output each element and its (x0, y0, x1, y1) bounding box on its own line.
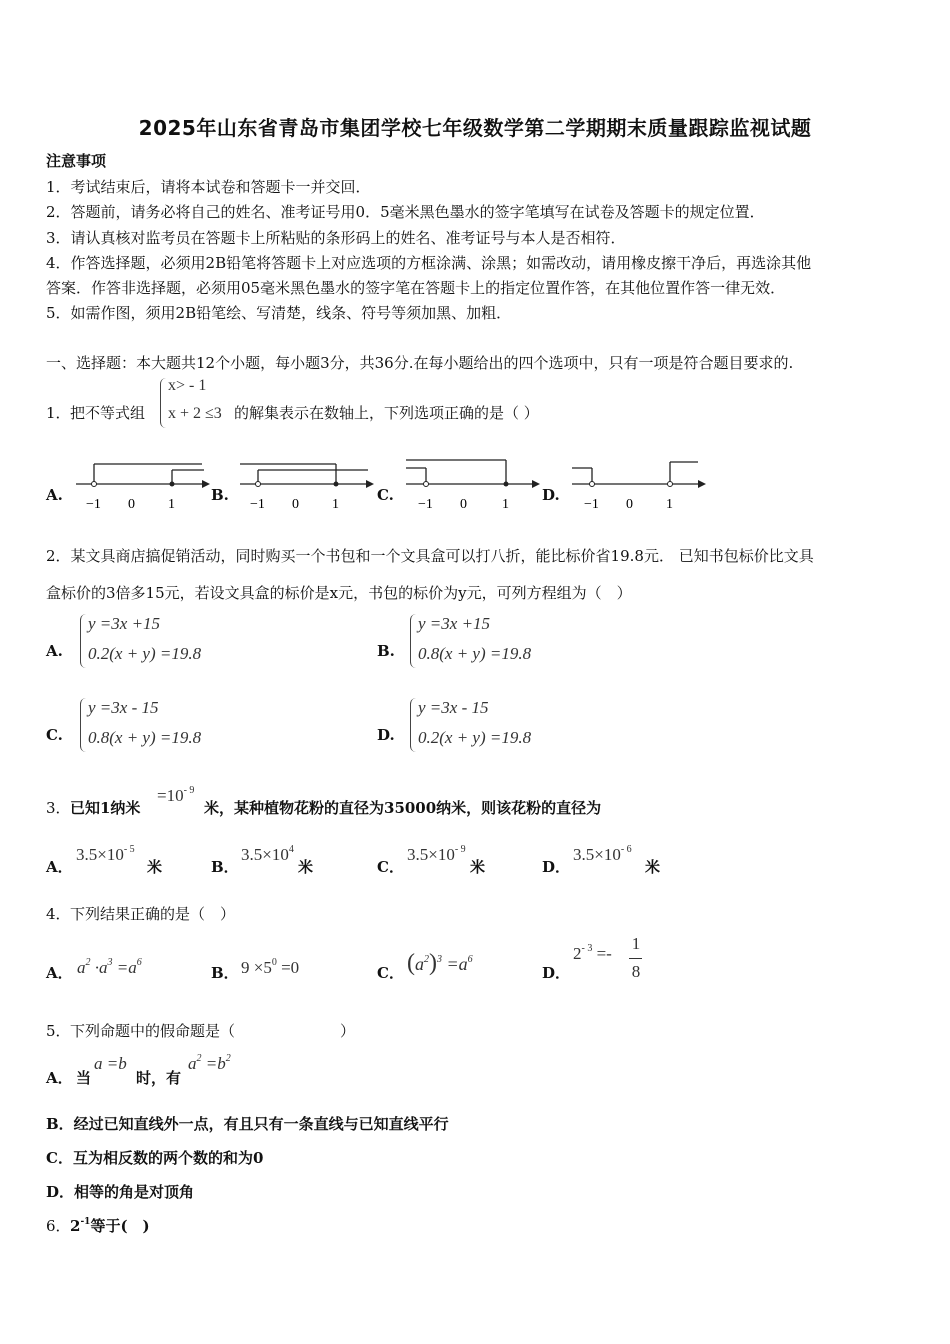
q3-option-a-label: A． (46, 858, 73, 876)
q3-option-d-unit: 米 (645, 858, 661, 876)
q3-option-a-unit: 米 (147, 858, 163, 876)
q1-text-pre: 把不等式组 (70, 404, 146, 422)
q5-option-c: C．互为相反数的两个数的和为0 (46, 1149, 264, 1167)
q2-b-brace (410, 614, 417, 668)
notice-item-4: 4．作答选择题，必须用2B铅笔将答题卡上对应选项的方框涂满、涂黑；如需改动，请用橡皮擦干净后，再选涂其他 (46, 254, 812, 272)
q2-a-eq-1: y =3x +15 (88, 614, 161, 633)
q5-option-a-condition: a =b (94, 1054, 127, 1073)
q1-text-post: 的解集表示在数轴上，下列选项正确的是（ ） (234, 404, 539, 422)
axis-arrow (698, 480, 706, 488)
q2-option-c-label: C. (46, 726, 63, 744)
q4-option-c-label: C． (377, 964, 404, 982)
q1-ineq-1: x> - 1 (168, 377, 207, 394)
tick-label: 1 (168, 497, 175, 512)
q2-c-eq-1: y =3x - 15 (88, 698, 159, 717)
tick-label: 1 (332, 497, 339, 512)
page-title: 2025年山东省青岛市集团学校七年级数学第二学期期末质量跟踪监视试题 (138, 116, 812, 140)
tick-label: 0 (626, 497, 633, 512)
q3-nano-eq: $=10^{- 9}$ (157, 785, 195, 805)
q3-number: 3． (46, 799, 71, 817)
q4-text: 下列结果正确的是（ ） (70, 905, 236, 923)
q2-a-eq-2: 0.2(x + y) =19.8 (88, 644, 202, 663)
notice-item-1: 1．考试结束后，请将本试卷和答题卡一并交回． (46, 178, 371, 196)
q2-option-a-label: A. (46, 642, 63, 660)
point-solid (170, 482, 175, 487)
point-open (92, 482, 97, 487)
tick-label: −1 (418, 497, 433, 512)
q1-option-c-label: C. (377, 486, 394, 504)
q2-d-eq-1: y =3x - 15 (418, 698, 489, 717)
axis-arrow (532, 480, 540, 488)
point-open (590, 482, 595, 487)
q4-option-d-numerator: 1 (631, 934, 641, 953)
q2-a-brace (80, 614, 87, 668)
q6-number: 6． (46, 1217, 71, 1235)
q2-c-eq-2: 0.8(x + y) =19.8 (88, 728, 202, 747)
q3-option-c-label: C． (377, 858, 404, 876)
point-open (424, 482, 429, 487)
tick-label: 1 (666, 497, 673, 512)
q6-expression: $2^{-1}$等于( ) (70, 1217, 150, 1235)
q5-option-a-mid: 时，有 (136, 1069, 182, 1087)
q4-option-a-expr: $a^2 \cdot a^3 =a^6$ (77, 957, 142, 977)
q3-option-b-label: B． (211, 858, 239, 876)
q3-option-d-value: $3.5\times 10^{- 6}$ (573, 844, 632, 864)
notice-item-2: 2．答题前，请务必将自己的姓名、准考证号用0．5毫米黑色墨水的签字笔填写在试卷及答题卡的规定位置． (46, 203, 765, 221)
notice-item-5: 5．如需作图，须用2B铅笔绘、写清楚，线条、符号等须加黑、加粗． (46, 304, 512, 322)
q3-option-b-unit: 米 (298, 858, 314, 876)
q3-option-a-value: $3.5\times 10^{- 5}$ (76, 844, 135, 864)
q5-option-a-pre: 当 (76, 1069, 92, 1087)
tick-label: 0 (128, 497, 135, 512)
section-heading: 一、选择题：本大题共12个小题，每小题3分，共36分.在每小题给出的四个选项中，只有一项是符合题目要求的. (46, 354, 794, 372)
q3-text-post: 米，某种植物花粉的直径为35000纳米，则该花粉的直径为 (204, 799, 602, 817)
q2-option-d-label: D. (377, 726, 395, 744)
q1-option-a-label: A. (46, 486, 63, 504)
q5-option-a-result: $a^2 =b^2$ (188, 1053, 231, 1073)
q4-option-d-expr: $2^{- 3}$ =- (573, 943, 612, 963)
tick-label: 0 (460, 497, 467, 512)
q1-option-b-label: B. (211, 486, 229, 504)
point-solid (334, 482, 339, 487)
q3-option-d-label: D． (542, 858, 571, 876)
q2-text-line-1: 2．某文具商店搞促销活动，同时购买一个书包和一个文具盒可以打八折，能比标价省19.8元． 已知书包标价比文具 (46, 547, 814, 565)
q2-text-line-2: 盒标价的3倍多15元，若设文具盒的标价是x元，书包的标价为y元，可列方程组为（ ） (46, 584, 632, 602)
q2-b-eq-2: 0.8(x + y) =19.8 (418, 644, 532, 663)
q1-option-d-label: D. (542, 486, 560, 504)
q4-number: 4． (46, 905, 71, 923)
q5-option-b: B．经过已知直线外一点，有且只有一条直线与已知直线平行 (46, 1115, 449, 1133)
q4-option-d-label: D． (542, 964, 571, 982)
q5-text: 下列命题中的假命题是（ ） (70, 1022, 356, 1040)
axis-arrow (202, 480, 210, 488)
tick-label: −1 (250, 497, 265, 512)
q3-text-pre: 已知1纳米 (70, 799, 141, 817)
q1-number-line-a (72, 456, 212, 516)
q4-option-b-label: B． (211, 964, 239, 982)
q3-option-c-unit: 米 (470, 858, 486, 876)
q4-option-a-label: A． (46, 964, 73, 982)
q4-option-b-expr: $9 \times 5^0 =0$ (241, 957, 300, 977)
q2-b-eq-1: y =3x +15 (418, 614, 491, 633)
q4-option-c-expr: $(a^2)^3 =a^6$ (407, 950, 473, 976)
notice-heading: 注意事项 (46, 152, 107, 170)
notice-item-3: 3．请认真核对监考员在答题卡上所粘贴的条形码上的姓名、准考证号与本人是否相符． (46, 229, 626, 247)
q1-number-line-d (568, 456, 708, 516)
q1-number-line-c (402, 456, 542, 516)
q5-option-d: D．相等的角是对顶角 (46, 1183, 195, 1201)
q1-number-line-b (236, 456, 376, 516)
tick-label: −1 (584, 497, 599, 512)
q1-number: 1． (46, 404, 71, 422)
tick-label: 1 (502, 497, 509, 512)
q1-ineq-2: x + 2 ≤3 (168, 405, 222, 422)
q2-d-brace (410, 698, 417, 752)
q5-option-a-label: A． (46, 1069, 73, 1087)
q2-c-brace (80, 698, 87, 752)
point-open (668, 482, 673, 487)
q2-option-b-label: B. (377, 642, 395, 660)
q1-brace (160, 378, 167, 428)
q5-number: 5． (46, 1022, 71, 1040)
q4-option-d-fraction-bar (629, 958, 642, 959)
tick-label: 0 (292, 497, 299, 512)
axis-arrow (366, 480, 374, 488)
q4-option-d-denominator: 8 (631, 962, 641, 981)
tick-label: −1 (86, 497, 101, 512)
q3-option-b-value: $3.5\times 10^4$ (241, 844, 294, 864)
q3-option-c-value: $3.5\times 10^{- 9}$ (407, 844, 466, 864)
notice-item-4-cont: 答案．作答非选择题，必须用05毫米黑色墨水的签字笔在答题卡上的指定位置作答，在其他位置作答一律无效． (46, 279, 786, 297)
point-open (256, 482, 261, 487)
q2-d-eq-2: 0.2(x + y) =19.8 (418, 728, 532, 747)
point-solid (504, 482, 509, 487)
